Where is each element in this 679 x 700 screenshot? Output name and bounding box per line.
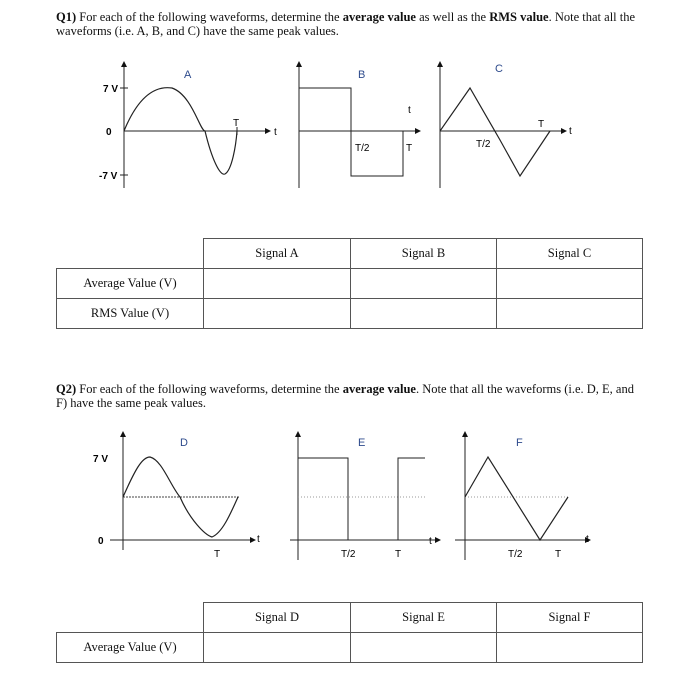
e-label-T-half: T/2 [341,549,356,560]
q2-text-1: For each of the following waveforms, determine the [79,382,340,396]
q1-row-average: Average Value (V) [57,269,204,299]
a-label-neg7v: -7 V [99,171,118,182]
e-label-t: t [429,536,432,547]
q1-row-rms: RMS Value (V) [57,299,204,329]
e-pulse-2 [398,458,425,540]
label-a: A [184,69,192,81]
d-label-t: t [257,534,260,545]
q2-number: Q2) [56,382,77,396]
f-label-t: t [586,534,589,545]
f-label-T: T [555,549,562,560]
b-label-T-half: T/2 [355,143,370,154]
a-label-7v: 7 V [103,84,119,95]
b-label-T: T [406,143,413,154]
label-c: C [495,63,503,75]
a-label-t: t [274,127,277,138]
q2-bold-average: average value [342,382,416,396]
q2-row-average: Average Value (V) [57,633,204,663]
q2-header-signal-f: Signal F [497,603,643,633]
q1-text-1: For each of the following waveforms, determine the [79,10,340,24]
q1-header-signal-c: Signal C [497,239,643,269]
d-label-7v: 7 V [93,454,109,465]
q1-bold-average: average value [342,10,416,24]
q2-cell-avg-e[interactable] [351,633,497,663]
e-pulse-1 [298,458,348,540]
a-label-zero: 0 [106,127,112,138]
label-d: D [180,437,188,449]
e-label-T: T [395,549,402,560]
q2-header-signal-e: Signal E [351,603,497,633]
q1-number: Q1) [56,10,77,24]
q1-bold-rms: RMS value [489,10,549,24]
q2-text-2: . Note that all the waveforms (i.e. D, E, and F) have the same peak values. [56,382,634,410]
label-b: B [358,69,366,81]
c-label-T-half: T/2 [476,139,491,150]
f-label-T-half: T/2 [508,549,523,560]
q2-cell-avg-f[interactable] [497,633,643,663]
q1-text-3: . Note that all the waveforms (i.e. A, B, and C) have the same peak values. [56,10,636,38]
q1-header-signal-a: Signal A [204,239,351,269]
q1-header-signal-b: Signal B [351,239,497,269]
q2-cell-avg-d[interactable] [204,633,351,663]
c-label-T: T [538,119,545,130]
q2-header-signal-d: Signal D [204,603,351,633]
label-e: E [358,437,366,449]
b-label-t: t [408,105,411,116]
f-triangle-wave [465,457,568,540]
label-f: F [516,437,523,449]
q1-text-2: as well as the [419,10,487,24]
q2-answer-table [56,602,643,663]
c-label-t: t [569,126,572,137]
a-label-T: T [233,118,240,129]
d-label-T: T [214,549,221,560]
d-label-zero: 0 [98,536,104,547]
